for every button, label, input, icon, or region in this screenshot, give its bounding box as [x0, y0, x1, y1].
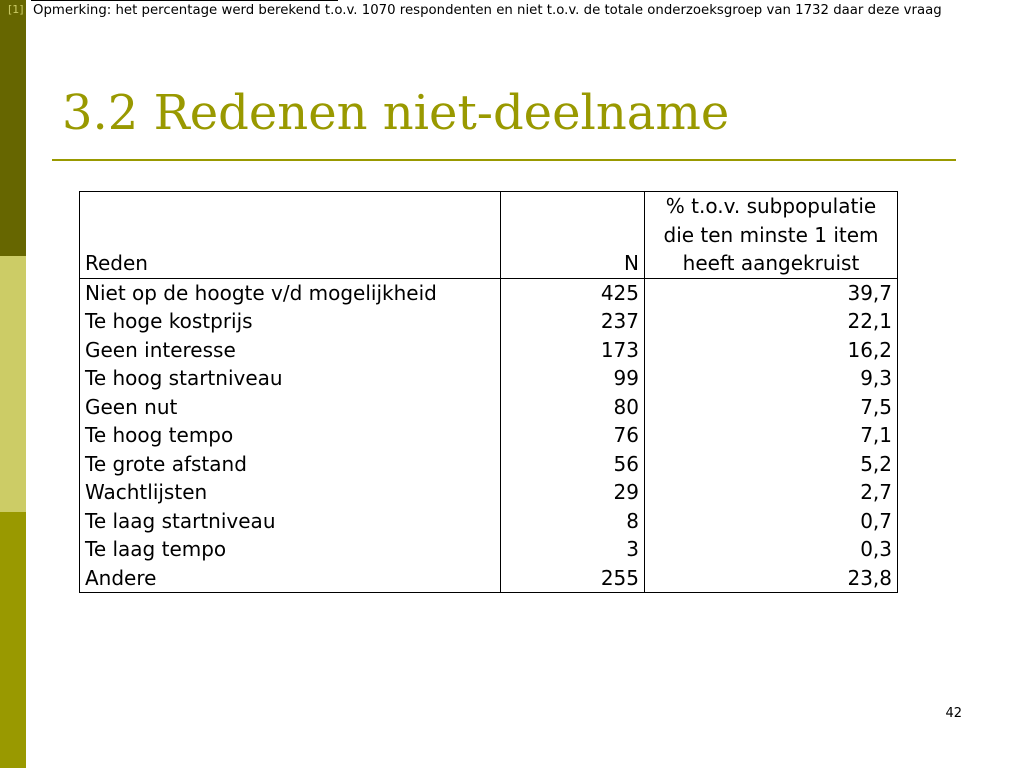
row-reason: Wachtlijsten: [80, 478, 501, 507]
table-row: [80, 507, 898, 536]
row-pct: 39,7: [645, 278, 898, 307]
row-reason: Geen nut: [80, 393, 501, 422]
row-pct: 2,7: [645, 478, 898, 507]
footnote-separator: [31, 0, 338, 2]
row-n: 237: [501, 307, 645, 336]
decorative-bar-top: [0, 0, 26, 256]
table-row: [80, 535, 898, 564]
table-row: [80, 393, 898, 422]
page-number: 42: [945, 706, 962, 721]
row-n: 173: [501, 336, 645, 365]
row-reason: Te grote afstand: [80, 450, 501, 479]
header-pct: % t.o.v. subpopulatie die ten minste 1 item heeft aangekruist: [645, 192, 898, 279]
table-row: [80, 364, 898, 393]
row-pct: 0,3: [645, 535, 898, 564]
row-pct: 23,8: [645, 564, 898, 593]
row-pct: 7,1: [645, 421, 898, 450]
reasons-table: [79, 191, 898, 593]
table-header-row: [80, 192, 898, 279]
row-reason: Te hoge kostprijs: [80, 307, 501, 336]
row-reason: Te laag tempo: [80, 535, 501, 564]
row-pct: 22,1: [645, 307, 898, 336]
decorative-bar-middle: [0, 256, 26, 512]
header-n: N: [501, 192, 645, 279]
row-pct: 0,7: [645, 507, 898, 536]
row-n: 99: [501, 364, 645, 393]
table-row: [80, 564, 898, 593]
row-pct: 5,2: [645, 450, 898, 479]
row-reason: Andere: [80, 564, 501, 593]
row-n: 80: [501, 393, 645, 422]
footnote-text: Opmerking: het percentage werd berekend t.o.v. 1070 respondenten en niet t.o.v. de totale onderzoeksgroep van 1732 daar deze vraag: [33, 3, 942, 18]
table-row: [80, 478, 898, 507]
slide-title: 3.2 Redenen niet-deelname: [62, 85, 730, 141]
row-reason: Geen interesse: [80, 336, 501, 365]
table-row: [80, 450, 898, 479]
title-underline: [52, 159, 956, 161]
table-row: [80, 421, 898, 450]
row-n: 8: [501, 507, 645, 536]
row-reason: Te laag startniveau: [80, 507, 501, 536]
decorative-bar-bottom: [0, 512, 26, 768]
row-n: 56: [501, 450, 645, 479]
header-reason: Reden: [80, 192, 501, 279]
row-n: 255: [501, 564, 645, 593]
footnote-marker: [1]: [8, 3, 24, 16]
table-row: [80, 307, 898, 336]
row-reason: Niet op de hoogte v/d mogelijkheid: [80, 278, 501, 307]
row-reason: Te hoog startniveau: [80, 364, 501, 393]
row-pct: 16,2: [645, 336, 898, 365]
row-pct: 9,3: [645, 364, 898, 393]
row-reason: Te hoog tempo: [80, 421, 501, 450]
row-pct: 7,5: [645, 393, 898, 422]
row-n: 76: [501, 421, 645, 450]
row-n: 29: [501, 478, 645, 507]
table-row: [80, 336, 898, 365]
row-n: 425: [501, 278, 645, 307]
table-row: [80, 278, 898, 307]
row-n: 3: [501, 535, 645, 564]
